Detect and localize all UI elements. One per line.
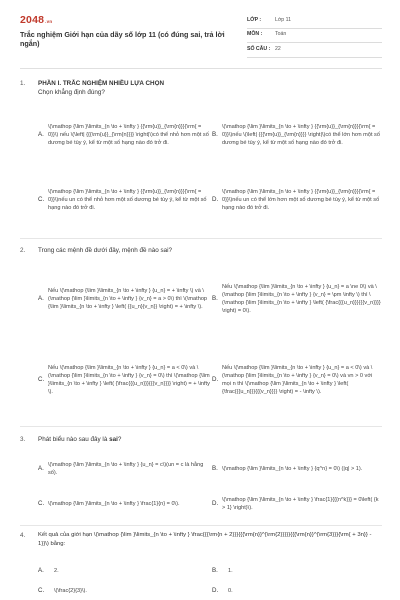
option-letter: D. <box>212 500 219 508</box>
question-2 <box>20 246 382 426</box>
option-a[interactable] <box>38 565 210 577</box>
option-letter: B. <box>212 131 218 139</box>
option-c[interactable] <box>38 490 210 518</box>
option-text: \(\mathop {\lim }\limits_{n \to + \infty } \frac{1}{n} = 0\). <box>48 500 180 507</box>
option-letter: A. <box>38 465 44 473</box>
option-text: 1. <box>228 567 233 574</box>
question-divider <box>20 426 382 427</box>
meta-value: Lớp 11 <box>275 16 291 23</box>
option-d[interactable] <box>212 585 382 597</box>
meta-row-count <box>247 43 382 58</box>
option-letter: A. <box>38 131 44 139</box>
option-letter: A. <box>38 295 44 303</box>
option-text: \(\mathop {\lim }\limits_{n \to + \infty } {u_n} = c\)(un = c là hằng số). <box>48 461 204 476</box>
quiz-meta-table <box>247 14 382 58</box>
question-text: Trong các mệnh đề dưới đây, mệnh đề nào sai? <box>38 247 173 254</box>
question-divider <box>20 525 382 526</box>
meta-row-subject <box>247 29 382 44</box>
option-a[interactable] <box>38 106 210 164</box>
question-text: Chọn khẳng định đúng? <box>38 89 105 96</box>
page-header <box>20 14 382 58</box>
question-1 <box>20 79 382 239</box>
option-a[interactable] <box>38 264 210 334</box>
option-letter: D. <box>212 587 219 595</box>
header-divider <box>20 68 382 69</box>
option-text: 2. <box>54 567 59 574</box>
option-text: Nếu \(\mathop {\lim }\limits_{n \to + \infty } {u_n} = a \ne 0\) và \(\mathop {\lim }\limits_{n \to + \infty } {v_n} = \pm \infty \) thì \(\mathop {\lim }\limits_{n \to + \infty } \left( {\frac{{{u_n}}}{{{v_n}}}} \right) = 0\). <box>222 283 381 315</box>
question-number: 4. <box>20 532 26 539</box>
option-letter: C. <box>38 587 45 595</box>
option-letter: D. <box>212 376 219 384</box>
option-letter: D. <box>212 196 219 204</box>
option-b[interactable] <box>212 565 382 577</box>
question-text: Kết quả của giới hạn \(\mathop {\lim }\limits_{n \to + \infty } \frac{{{\rm{n + 2}}}{{{\rm{n}}^{\rm{2}}}}}{{{\rm{n}}^{\rm{3}}}{\rm{ + 3n}} - 1}}\) bằng: <box>38 532 372 547</box>
question-divider <box>20 238 382 239</box>
option-b[interactable] <box>212 455 382 483</box>
option-text: \(\frac{2}{3}\). <box>54 587 87 594</box>
meta-label: LỚP : <box>247 16 262 23</box>
option-text: \(\mathop {\lim }\limits_{n \to + \infty } {{\rm{u}}_{\rm{n}}}{\rm{ = 0}}\)nếu un có thể lớn hơn một số dương bé tùy ý, kể từ một số hạng nào đó trở đi. <box>222 188 380 212</box>
page-title: Trắc nghiệm Giới hạn của dãy số lớp 11 (có đúng sai, trả lời ngắn) <box>20 30 225 48</box>
option-letter: B. <box>212 465 218 473</box>
option-letter: B. <box>212 567 218 575</box>
option-a[interactable] <box>38 455 210 483</box>
meta-value: Toán <box>275 31 287 38</box>
option-letter: C. <box>38 376 45 384</box>
option-text: \(\mathop {\lim }\limits_{n \to + \infty } {q^n} = 0\) (|q| > 1). <box>222 465 363 472</box>
meta-row-grade <box>247 14 382 29</box>
option-d[interactable] <box>212 344 382 416</box>
meta-label: SỐ CÂU : <box>247 45 271 52</box>
question-number: 2. <box>20 247 26 254</box>
question-number: 3. <box>20 436 26 443</box>
option-c[interactable] <box>38 585 210 597</box>
option-letter: A. <box>38 567 44 575</box>
question-4 <box>20 531 382 597</box>
option-letter: B. <box>212 295 218 303</box>
option-b[interactable] <box>212 264 382 334</box>
option-text: 0. <box>228 587 233 594</box>
option-c[interactable] <box>38 171 210 229</box>
option-text: \(\mathop {\lim }\limits_{n \to + \infty } {{\rm{u}}_{\rm{n}}}{\rm{ = 0}}\)nếu un có thể nhỏ hơn một số dương bé tùy ý, kể từ một số hạng nào đó trở đi. <box>48 188 207 212</box>
option-text: Nếu \(\mathop {\lim }\limits_{n \to + \infty } {u_n} = a < 0\) và \(\mathop {\lim }\limits_{n \to + \infty } {v_n} = 0\) thì \(\mathop {\lim }\limits_{n \to + \infty } \left( {\frac{{{u_n}}}{{{v_n}}}} \right) = + \infty \). <box>48 364 210 396</box>
option-text: \(\mathop {\lim }\limits_{n \to + \infty } {{\rm{u}}_{\rm{n}}}{\rm{ = 0}}\)nếu \(\left| {{{\rm{u}}_{\rm{n}}}} \right|\)có thể lớn hơn một số dương bé tùy ý, kể từ một số hạng nào đó trở đi. <box>222 123 380 147</box>
question-stem <box>38 79 378 97</box>
question-3 <box>20 435 382 525</box>
option-text: Nếu \(\mathop {\lim }\limits_{n \to + \infty } {u_n} = + \infty \) và \(\mathop {\lim }\limits_{n \to + \infty } {v_n} = a > 0\) thì \(\mathop {\lim }\limits_{n \to + \infty } \left( {{u_n}{v_n}} \right) = + \infty \). <box>48 287 208 311</box>
option-letter: C. <box>38 500 45 508</box>
option-d[interactable] <box>212 490 382 518</box>
meta-label: MÔN : <box>247 31 263 38</box>
logo-suffix: .vn <box>45 19 53 24</box>
option-c[interactable] <box>38 344 210 416</box>
option-text: \(\mathop {\lim }\limits_{n \to + \infty } \frac{1}{{{n^k}}} = 0\left( {k > 1} \right)\). <box>222 496 379 511</box>
option-text: \(\mathop {\lim }\limits_{n \to + \infty } {{\rm{u}}_{\rm{n}}}{\rm{ = 0}}\) nếu \(\left| {{{\rm{u}}_{\rm{n}}}} \right|\)có thể nhỏ hơn một số dương bé tùy ý, kể từ một số hạng nào đó trở đi. <box>48 123 209 147</box>
section-heading: PHẦN I. TRẮC NGHIỆM NHIỀU LỰA CHỌN <box>38 80 165 87</box>
meta-value: 22 <box>275 45 281 52</box>
site-logo[interactable]: 2048.vn <box>20 14 53 26</box>
option-b[interactable] <box>212 106 382 164</box>
option-d[interactable] <box>212 171 382 229</box>
question-text: Phát biểu nào sau đây là sai? <box>38 436 122 443</box>
question-number: 1. <box>20 80 26 87</box>
option-text: Nếu \(\mathop {\lim }\limits_{n \to + \infty } {u_n} = a < 0\) và \(\mathop {\lim }\limits_{n \to + \infty } {v_n} = 0\) và vn > 0 với mọi n thì \(\mathop {\lim }\limits_{n \to + \infty } \left( {\frac{{{u_n}}}{{{v_n}}}} \right) = - \infty \). <box>222 364 373 396</box>
emphasis-word: sai <box>109 436 118 443</box>
option-letter: C. <box>38 196 45 204</box>
